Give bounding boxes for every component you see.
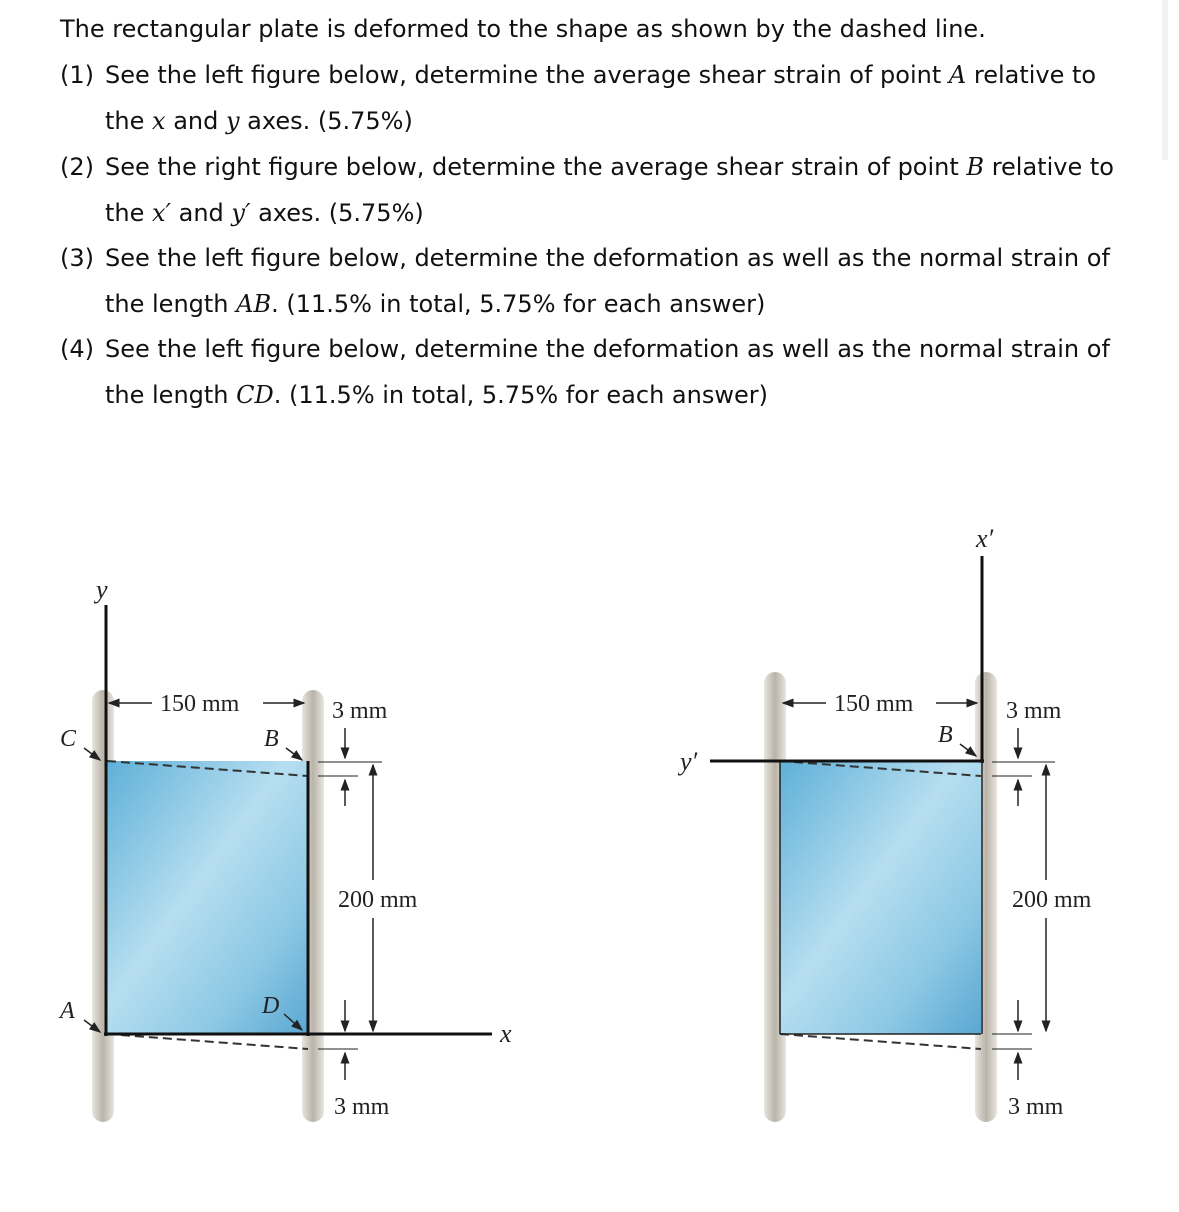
right-point-b-arrow xyxy=(960,744,976,756)
left-figure xyxy=(58,575,512,1122)
left-bottom-dashed-edge xyxy=(107,1034,308,1049)
question-2-number: (2) xyxy=(60,153,94,181)
left-top-shift-label: 3 mm xyxy=(332,698,388,724)
right-y-prime-axis-label: y′ xyxy=(680,747,698,776)
problem-intro: The rectangular plate is deformed to the shape as shown by the dashed line. xyxy=(60,15,986,43)
right-x-prime-axis-label: x′ xyxy=(976,524,994,553)
left-width-dim-label: 150 mm xyxy=(160,691,240,717)
right-point-b-label: B xyxy=(938,722,953,748)
left-point-c-label: C xyxy=(60,726,77,752)
right-width-dim-label: 150 mm xyxy=(834,691,914,717)
question-4-text: See the left figure below, determine the deformation as well as the normal strain of the length CD. (11.5% in total, 5.75% for each answer) xyxy=(105,335,1110,409)
question-4-number: (4) xyxy=(60,335,94,363)
right-height-dim-label: 200 mm xyxy=(1012,887,1092,913)
left-point-b-label: B xyxy=(264,726,279,752)
left-height-dim-label: 200 mm xyxy=(338,887,418,913)
right-plate xyxy=(780,761,981,1034)
question-2-text: See the right figure below, determine the average shear strain of point B relative to the x′ and y′ axes. (5.75%) xyxy=(105,153,1114,227)
question-3-text: See the left figure below, determine the deformation as well as the normal strain of the length AB. (11.5% in total, 5.75% for each answer) xyxy=(105,244,1110,318)
question-3-number: (3) xyxy=(60,244,94,272)
left-x-axis-label: x xyxy=(500,1019,512,1048)
question-1-number: (1) xyxy=(60,61,94,89)
right-figure xyxy=(677,524,1092,1122)
right-bottom-dashed-edge xyxy=(780,1034,981,1049)
left-point-d-label: D xyxy=(262,993,280,1019)
right-bottom-shift-label: 3 mm xyxy=(1008,1094,1064,1120)
left-bottom-shift-label: 3 mm xyxy=(334,1094,390,1120)
question-1-text: See the left figure below, determine the average shear strain of point A relative to the x and y axes. (5.75%) xyxy=(105,61,1097,135)
left-point-b-arrow xyxy=(286,748,302,760)
left-point-a-label: A xyxy=(60,998,75,1024)
right-top-shift-label: 3 mm xyxy=(1006,698,1062,724)
left-y-axis-label: y xyxy=(96,575,108,604)
